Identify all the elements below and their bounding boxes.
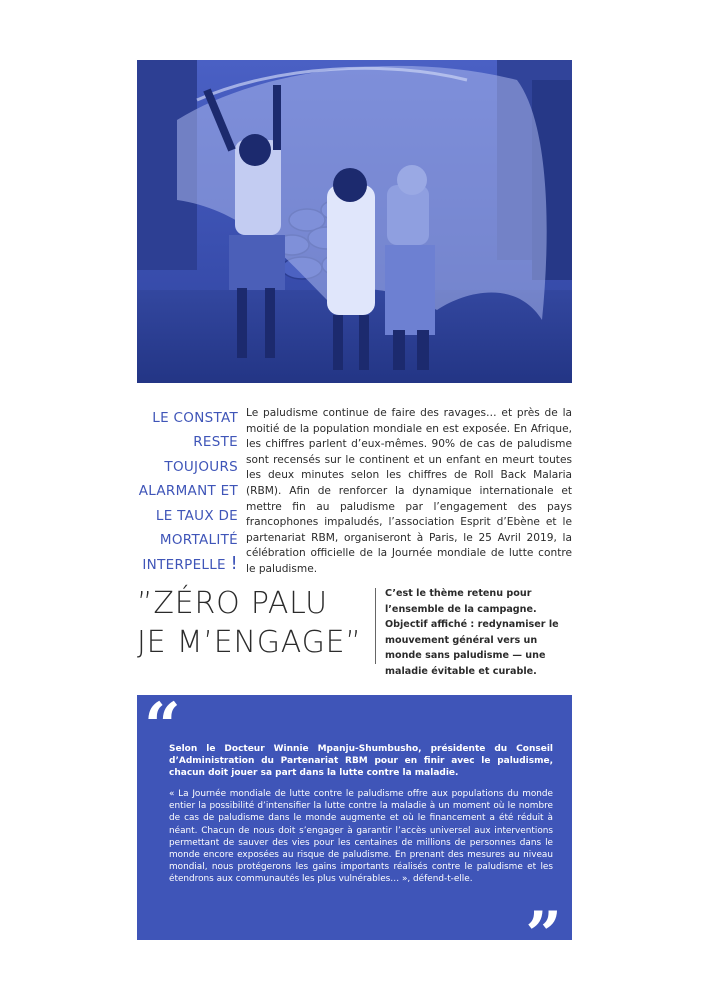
side-line: RESTE [193, 434, 238, 451]
children-under-mosquito-net-image [137, 60, 572, 383]
open-quote-icon: “ [144, 689, 181, 764]
slogan-line-2: JE M’ENGAGE” [137, 625, 362, 660]
side-line: MORTALITÉ [159, 532, 238, 549]
quote-lead: Selon le Docteur Winnie Mpanju-Shumbusho, présidente du Conseil d’Administration du Partenariat RBM pour en finir avec le paludisme, chacun doit jouer sa part dans la lutte contre la maladie. [169, 744, 553, 779]
exclamation-mark: ! [230, 553, 238, 575]
campaign-slogan [137, 584, 369, 662]
vertical-divider [375, 588, 376, 664]
slogan-line-1: ”ZÉRO PALU [137, 586, 328, 621]
side-line: LE TAUX DE [155, 507, 238, 524]
intro-paragraph: Le paludisme continue de faire des ravages… et près de la moitié de la population mondiale en est exposée. En Afrique, les chiffres parlent d’eux-mêmes. 90% de cas de paludisme sont recensés sur le continent et un enfant en meurt toutes les deux minutes selon les chiffres de Roll Back Malaria (RBM). Afin de renforcer la dynamique internationale et mettre fin au paludisme par l’engagement des pays francophones impaludés, l’association Esprit d’Ebène et le partenariat RBM, organiseront à Paris, le 25 Avril 2019, la célébration officielle de la Journée mondiale de lutte contre le paludisme. [246, 407, 572, 575]
quote-text: « La Journée mondiale de lutte contre le paludisme offre aux populations du monde entier la possibilité d’intensifier la lutte contre la maladie à un moment où le nombre de cas de paludisme dans le monde augmente et où le financement a été réduit à néant. Chacun de nous doit s’engager à garantir l’accès universel aux interventions permettant de sauver des vies pour les centaines de millions de personnes dans le monde encore exposées au risque de paludisme. En prenant des mesures au niveau mondial, nous protégerons les gains importants réalisés contre le paludisme et les étendrons aux communautés les plus vulnérables… », défend-t-elle. [169, 789, 553, 885]
quote-box [137, 689, 572, 973]
close-quote-icon: ” [525, 898, 562, 973]
side-line-last [137, 552, 238, 577]
photo-illustration [137, 60, 572, 383]
side-line: INTERPELLE [142, 557, 226, 574]
side-line: LE CONSTAT [152, 410, 238, 426]
intro-side-heading [137, 406, 238, 578]
side-line: TOUJOURS [164, 458, 238, 475]
side-line: ALARMANT ET [138, 483, 238, 500]
theme-note: C’est le thème retenu pour l’ensemble de la campagne. Objectif affiché : redynamiser le mouvement général vers un monde sans paludisme — une maladie évitable et curable. [385, 588, 559, 677]
